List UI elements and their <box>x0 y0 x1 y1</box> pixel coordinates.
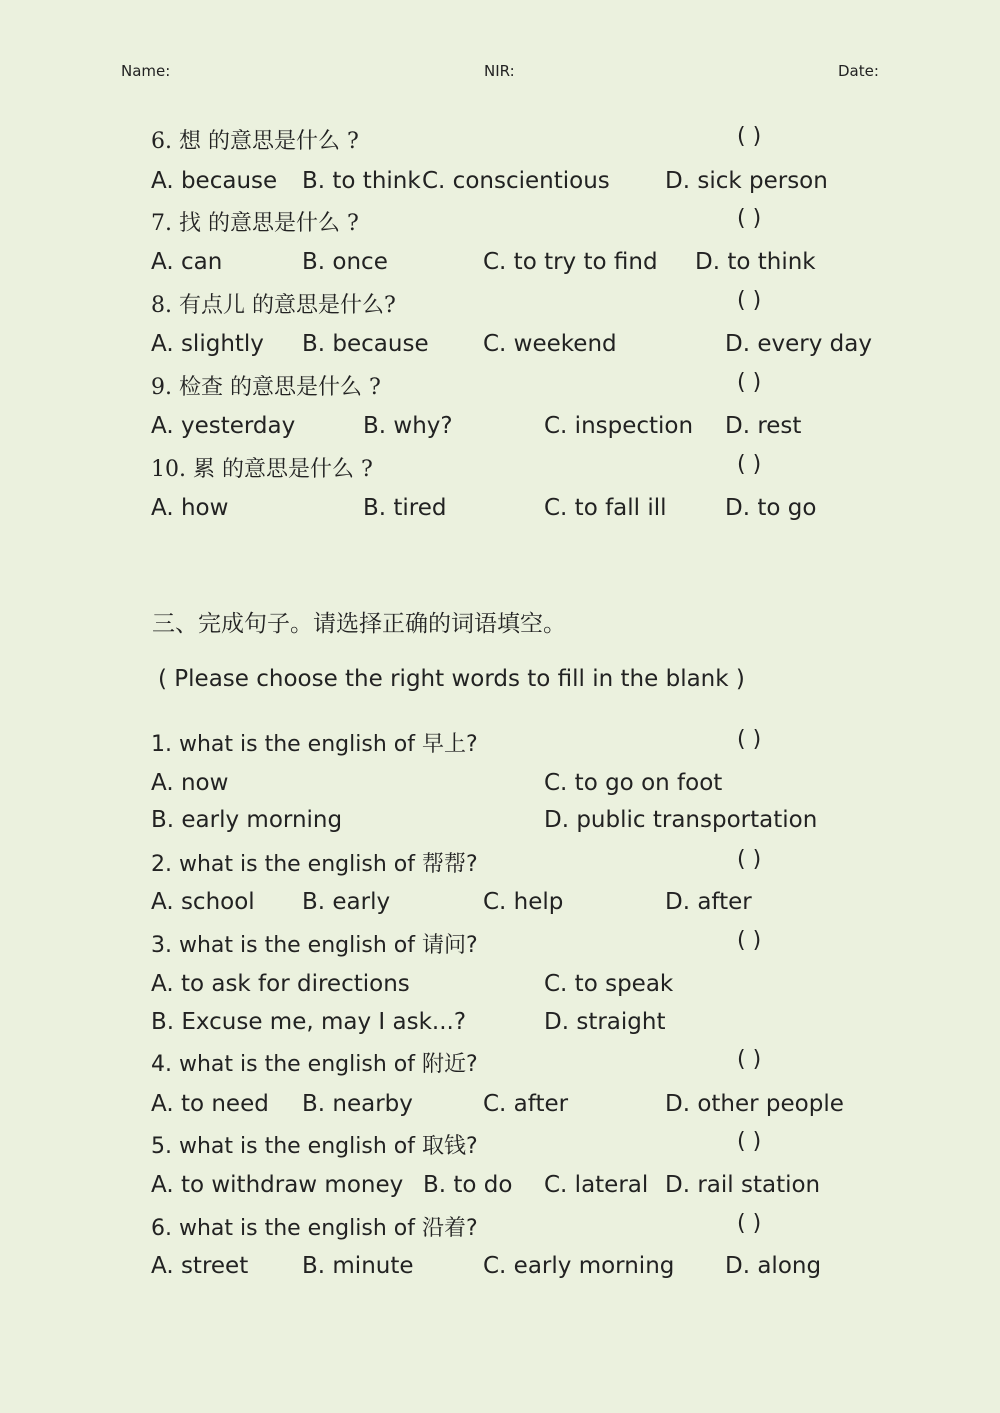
answer-blank[interactable]: ( ) <box>737 847 762 872</box>
option-c: C. help <box>483 889 564 915</box>
option-b: B. Excuse me, may I ask...? <box>151 1009 467 1035</box>
option-c: C. early morning <box>483 1253 675 1279</box>
answer-blank[interactable]: ( ) <box>737 1211 762 1236</box>
option-a: A. to ask for directions <box>151 971 410 997</box>
option-c: C. to go on foot <box>544 770 723 796</box>
question-4: 4. what is the english of 附近? <box>151 1052 478 1077</box>
answer-blank[interactable]: ( ) <box>737 452 762 477</box>
answer-blank[interactable]: ( ) <box>737 928 762 953</box>
question-7: 7. 找 的意思是什么 ? <box>151 211 359 236</box>
option-b: B. because <box>302 331 429 357</box>
option-a: A. now <box>151 770 229 796</box>
question-6: 6. 想 的意思是什么 ? <box>151 129 359 154</box>
question-5: 5. what is the english of 取钱? <box>151 1134 478 1159</box>
name-label: Name: <box>121 62 171 80</box>
question-6: 6. what is the english of 沿着? <box>151 1216 478 1241</box>
question-2: 2. what is the english of 帮帮? <box>151 852 478 877</box>
option-d: D. after <box>665 889 752 915</box>
option-b: B. minute <box>302 1253 414 1279</box>
option-b: B. to think <box>302 168 421 194</box>
section-title: 三、完成句子。请选择正确的词语填空。 <box>152 611 566 637</box>
option-a: A. to need <box>151 1091 269 1117</box>
answer-blank[interactable]: ( ) <box>737 288 762 313</box>
question-10: 10. 累 的意思是什么 ? <box>151 457 373 482</box>
option-a: A. can <box>151 249 223 275</box>
option-b: B. why? <box>363 413 453 439</box>
option-d: D. straight <box>544 1009 666 1035</box>
option-a: A. slightly <box>151 331 264 357</box>
option-b: B. nearby <box>302 1091 413 1117</box>
option-d: D. rail station <box>665 1172 821 1198</box>
answer-blank[interactable]: ( ) <box>737 727 762 752</box>
option-d: D. along <box>725 1253 822 1279</box>
option-b: B. to do <box>423 1172 513 1198</box>
option-b: B. tired <box>363 495 447 521</box>
question-9: 9. 检查 的意思是什么 ? <box>151 375 381 400</box>
answer-blank[interactable]: ( ) <box>737 206 762 231</box>
option-a: A. street <box>151 1253 249 1279</box>
option-c: C. lateral <box>544 1172 649 1198</box>
option-c: C. weekend <box>483 331 617 357</box>
section-subtitle: ( Please choose the right words to fill in the blank ) <box>158 666 745 692</box>
question-1: 1. what is the english of 早上? <box>151 732 478 757</box>
option-a: A. because <box>151 168 278 194</box>
option-c: C. inspection <box>544 413 694 439</box>
option-a: A. yesterday <box>151 413 296 439</box>
option-b: B. early morning <box>151 807 343 833</box>
question-3: 3. what is the english of 请问? <box>151 933 478 958</box>
option-c: C. conscientious <box>422 168 610 194</box>
nir-label: NIR: <box>484 62 515 80</box>
option-c: C. to try to find <box>483 249 658 275</box>
option-d: D. other people <box>665 1091 844 1117</box>
option-d: D. sick person <box>665 168 828 194</box>
option-d: D. to go <box>725 495 817 521</box>
option-d: D. public transportation <box>544 807 818 833</box>
question-8: 8. 有点儿 的意思是什么? <box>151 293 396 318</box>
option-d: D. every day <box>725 331 872 357</box>
answer-blank[interactable]: ( ) <box>737 1047 762 1072</box>
option-b: B. early <box>302 889 391 915</box>
answer-blank[interactable]: ( ) <box>737 1129 762 1154</box>
option-a: A. school <box>151 889 255 915</box>
option-d: D. rest <box>725 413 802 439</box>
answer-blank[interactable]: ( ) <box>737 370 762 395</box>
option-c: C. to speak <box>544 971 674 997</box>
option-a: A. to withdraw money <box>151 1172 404 1198</box>
option-c: C. to fall ill <box>544 495 667 521</box>
option-c: C. after <box>483 1091 569 1117</box>
option-a: A. how <box>151 495 229 521</box>
option-b: B. once <box>302 249 388 275</box>
date-label: Date: <box>838 62 879 80</box>
option-d: D. to think <box>695 249 816 275</box>
answer-blank[interactable]: ( ) <box>737 124 762 149</box>
